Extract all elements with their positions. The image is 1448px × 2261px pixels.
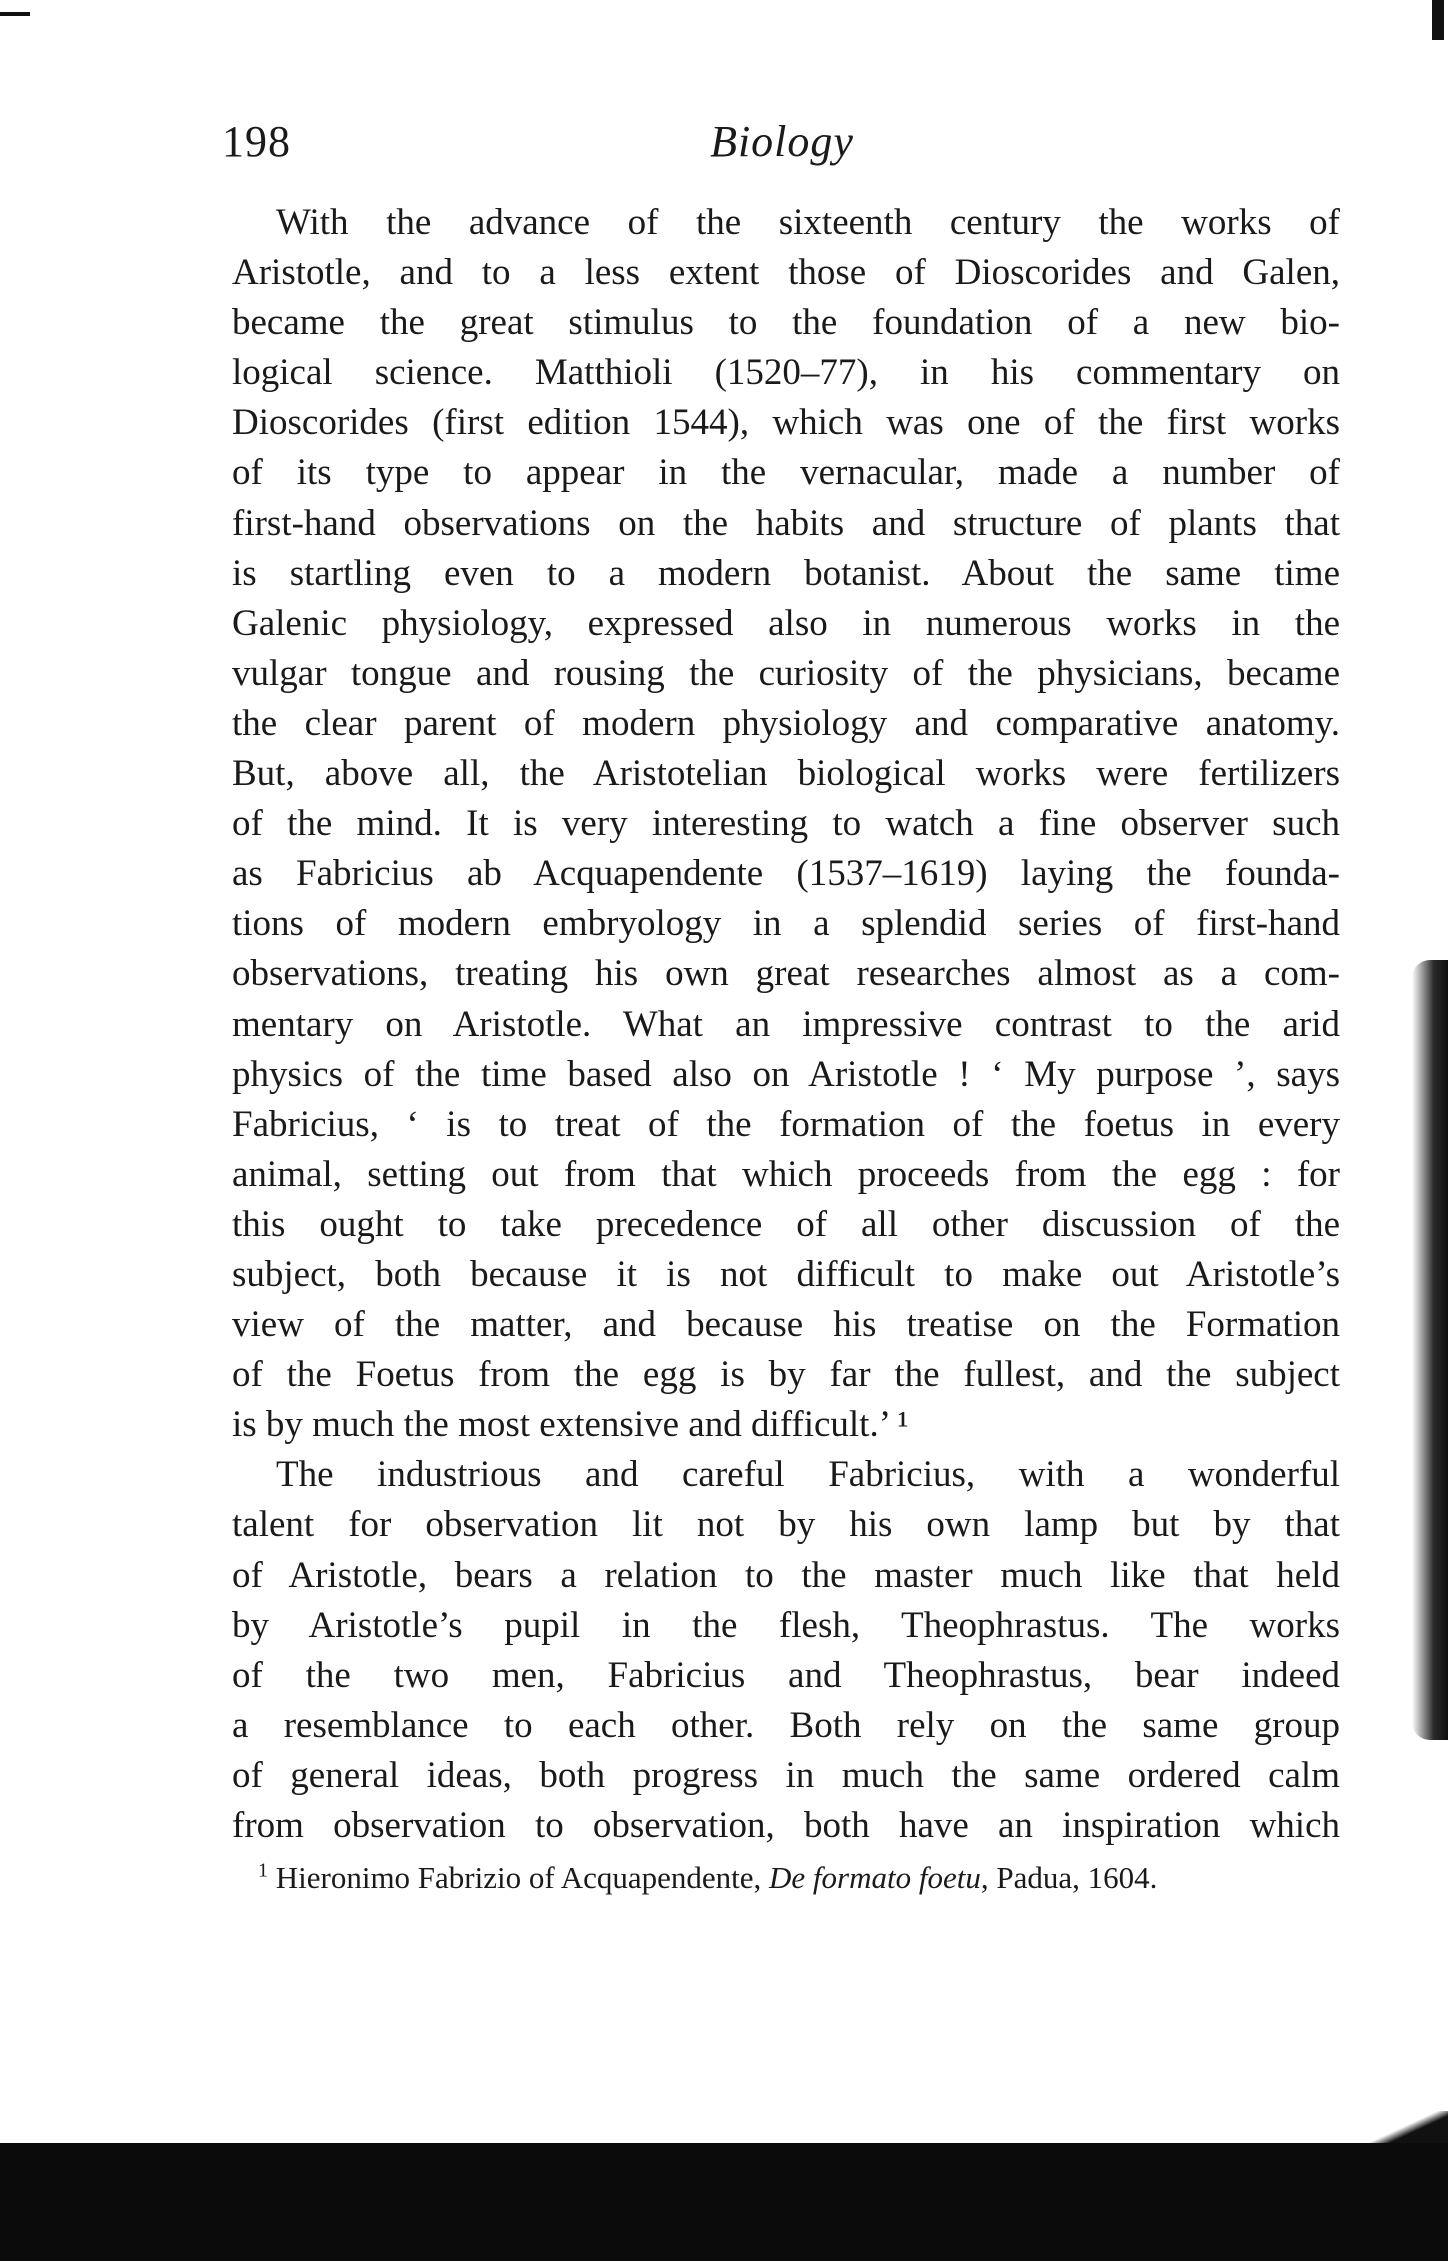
running-title: Biology (710, 117, 854, 166)
text-line: this ought to take precedence of all other discussion of the (232, 1203, 1340, 1245)
text-line: Dioscorides (first edition 1544), which was one of the first works (232, 402, 1340, 444)
text-line: physics of the time based also on Aristotle ! ‘ My purpose ’, says (232, 1053, 1340, 1095)
text-line: a resemblance to each other. Both rely on the same group (232, 1704, 1340, 1746)
text-line: of the two men, Fabricius and Theophrastus, bear indeed (232, 1654, 1340, 1696)
footnote-marker: 1 (258, 1859, 268, 1882)
scan-bottom-border (0, 2143, 1448, 2261)
text-line: With the advance of the sixteenth century the works of (276, 202, 1340, 243)
text-line: of the mind. It is very interesting to watch a fine observer such (232, 803, 1340, 845)
text-line: Galenic physiology, expressed also in numerous works in the (232, 602, 1340, 644)
text-line: of general ideas, both progress in much the same ordered calm (232, 1754, 1340, 1796)
text-line: But, above all, the Aristotelian biological works were fertilizers (232, 753, 1340, 795)
text-line: the clear parent of modern physiology and comparative anatomy. (232, 702, 1340, 744)
text-line: talent for observation lit not by his own lamp but by that (232, 1504, 1340, 1546)
text-line: Fabricius, ‘ is to treat of the formation of the foetus in every (232, 1103, 1340, 1145)
footnote-title: De formato foetu (769, 1860, 981, 1895)
text-line: by Aristotle’s pupil in the flesh, Theophrastus. The works (232, 1604, 1340, 1646)
text-line: first-hand observations on the habits and structure of plants that (232, 502, 1340, 544)
footnote-text-end: , Padua, 1604. (980, 1860, 1158, 1895)
text-line: subject, both because it is not difficult to make out Aristotle’s (232, 1253, 1340, 1295)
running-head (222, 112, 1342, 172)
page-number: 198 (222, 117, 291, 166)
text-line: from observation to observation, both have an inspiration which (232, 1805, 1340, 1846)
scan-edge-mark (1432, 0, 1444, 40)
text-line: of Aristotle, bears a relation to the master much like that held (232, 1554, 1340, 1596)
text-line: of its type to appear in the vernacular, made a number of (232, 452, 1340, 494)
text-line: mentary on Aristotle. What an impressive contrast to the arid (232, 1003, 1340, 1045)
text-line: is startling even to a modern botanist. About the same time (232, 552, 1340, 594)
footnote-text: Hieronimo Fabrizio of Acquapendente, (275, 1860, 770, 1895)
text-line: as Fabricius ab Acquapendente (1537–1619) laying the founda- (232, 853, 1340, 895)
text-line: Aristotle, and to a less extent those of Dioscorides and Galen, (232, 252, 1340, 294)
footnote (258, 1858, 1358, 1898)
text-line: logical science. Matthioli (1520–77), in his commentary on (232, 352, 1340, 394)
page-edge-shadow (1412, 960, 1448, 1740)
text-line: vulgar tongue and rousing the curiosity of the physicians, became (232, 652, 1340, 694)
body-text (232, 198, 1340, 1851)
text-line: observations, treating his own great researches almost as a com- (232, 953, 1340, 995)
text-line: view of the matter, and because his treatise on the Formation (232, 1304, 1340, 1346)
scan-edge-mark (0, 12, 30, 16)
text-line: of the Foetus from the egg is by far the fullest, and the subject (232, 1354, 1340, 1396)
text-line: became the great stimulus to the foundation of a new bio- (232, 302, 1340, 344)
text-line: animal, setting out from that which proceeds from the egg : for (232, 1153, 1340, 1195)
text-line: The industrious and careful Fabricius, with a wonderful (276, 1454, 1340, 1496)
text-line: is by much the most extensive and difficult.’ ¹ (232, 1404, 909, 1446)
text-line: tions of modern embryology in a splendid series of first-hand (232, 903, 1340, 945)
